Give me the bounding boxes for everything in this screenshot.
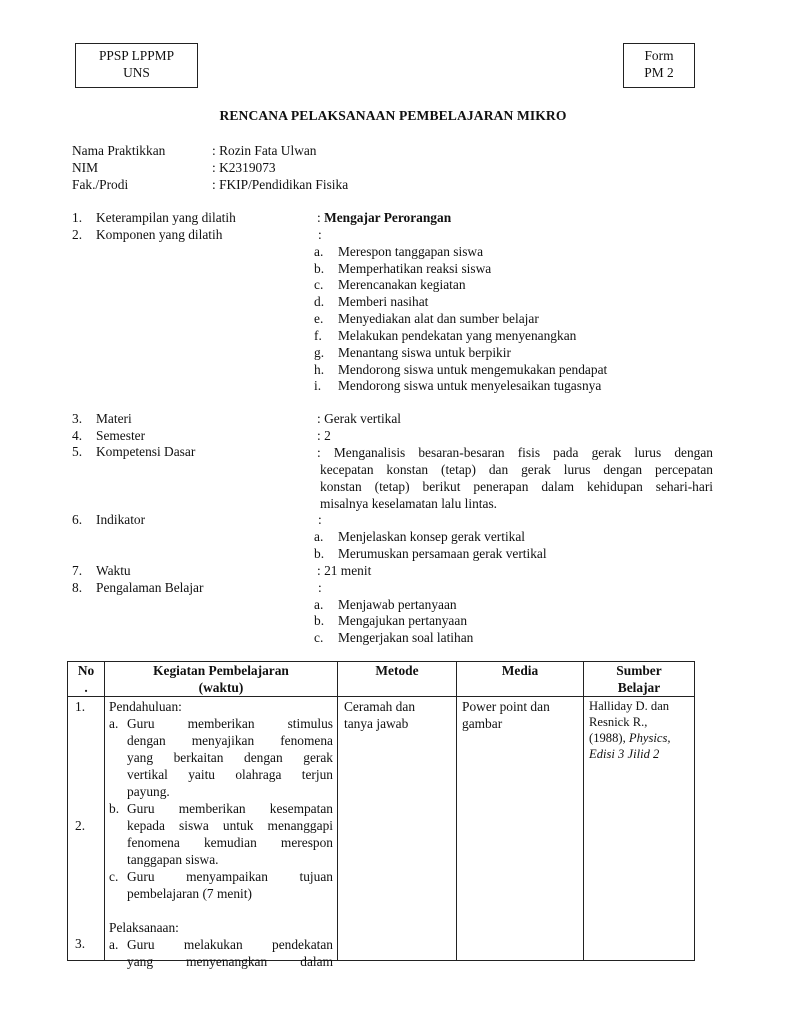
table-header-row — [68, 662, 695, 697]
identity-value-nim: : K2319073 — [212, 160, 276, 175]
kd-line: konstan (tetap) berikut penerapan dalam kehidupan sehari-hari — [320, 479, 713, 494]
list-item: Merencanakan kegiatan — [338, 277, 466, 292]
row-number: 2. — [75, 818, 86, 833]
list-item: Menjelaskan konsep gerak vertikal — [338, 529, 526, 544]
item-value-skill — [317, 210, 451, 227]
list-letter: a. — [314, 529, 324, 544]
source-edition: Edisi 3 Jilid 2 — [589, 747, 660, 761]
list-item: Menyediakan alat dan sumber belajar — [338, 311, 539, 326]
source-line — [589, 730, 694, 746]
step-line: Guru menyampaikan tujuan — [127, 869, 333, 884]
list-letter: f. — [314, 328, 322, 343]
step-line: tanggapan siswa. — [127, 852, 219, 867]
item-label-pengalaman: Pengalaman Belajar — [96, 580, 204, 595]
header-no-line: . — [84, 680, 88, 695]
step-line: fenomena kemudian merespon — [127, 835, 333, 850]
list-letter: b. — [314, 261, 325, 276]
step-line: yang menyenangkan dalam — [127, 954, 333, 969]
activity-step — [109, 715, 333, 800]
list-item: Menantang siswa untuk berpikir — [338, 345, 511, 360]
list-item: Merumuskan persamaan gerak vertikal — [338, 546, 547, 561]
row-number: 1. — [75, 699, 86, 714]
list-letter: h. — [314, 362, 325, 377]
source-line — [589, 746, 694, 762]
item-label-skill: Keterampilan yang dilatih — [96, 210, 236, 225]
list-item: Melakukan pendekatan yang menyenangkan — [338, 328, 577, 343]
kd-line: misalnya keselamatan lalu lintas. — [320, 496, 498, 511]
step-line: payung. — [127, 784, 170, 799]
header-no-line: No — [77, 663, 95, 678]
item-value-materi: : Gerak vertikal — [317, 411, 402, 426]
activity-step — [109, 868, 333, 902]
identity-label-prodi: Fak./Prodi — [72, 177, 129, 192]
step-line: Guru memberikan stimulus — [127, 716, 333, 731]
activity-step — [109, 800, 333, 868]
list-item: Memberi nasihat — [338, 294, 429, 309]
list-letter: i. — [314, 378, 322, 393]
list-item: Mendorong siswa untuk menyelesaikan tugasnya — [338, 378, 602, 393]
cell-method — [338, 697, 457, 961]
step-letter: a. — [109, 937, 119, 952]
colon: : — [317, 210, 325, 225]
step-line: kepada siswa untuk menanggapi — [127, 818, 333, 833]
method-line: tanya jawab — [344, 716, 409, 731]
identity-label-name: Nama Praktikkan — [72, 143, 166, 158]
item-number: 4. — [72, 428, 83, 443]
institution-line-1: PPSP LPPMP — [98, 48, 175, 63]
table-row — [68, 697, 695, 961]
source-line: Resnick R., — [589, 715, 648, 729]
kd-line: kecepatan konstan (tetap) dan gerak lurus dengan percepatan — [320, 462, 713, 477]
list-item: Menjawab pertanyaan — [338, 597, 457, 612]
item-label-components: Komponen yang dilatih — [96, 227, 223, 242]
header-metode: Metode — [338, 662, 457, 697]
header-media: Media — [457, 662, 584, 697]
step-letter: b. — [109, 801, 120, 816]
media-line: Power point dan — [462, 699, 550, 714]
step-line: Guru melakukan pendekatan — [127, 937, 333, 952]
item-label-waktu: Waktu — [96, 563, 131, 578]
list-letter: d. — [314, 294, 325, 309]
learning-activities-table — [67, 661, 695, 969]
cell-source — [584, 697, 695, 961]
colon: : — [318, 227, 322, 242]
cell-number — [68, 697, 105, 961]
item-number: 8. — [72, 580, 83, 595]
step-letter: c. — [109, 869, 119, 884]
step-line: yang berkaitan dengan gerak — [127, 750, 333, 765]
kd-paragraph — [317, 444, 713, 512]
source-title: Physics, — [628, 731, 671, 745]
list-item: Mendorong siswa untuk mengemukakan pendapat — [338, 362, 608, 377]
media-line: gambar — [462, 716, 503, 731]
phase-title-pendahuluan: Pendahuluan: — [109, 699, 182, 714]
item-number: 7. — [72, 563, 83, 578]
item-label-materi: Materi — [96, 411, 132, 426]
method-line: Ceramah dan — [344, 699, 416, 714]
cell-activities — [105, 697, 338, 969]
item-number: 2. — [72, 227, 83, 242]
identity-value-prodi: : FKIP/Pendidikan Fisika — [212, 177, 349, 192]
form-code-line-1: Form — [644, 48, 674, 63]
source-line: Halliday D. dan — [589, 699, 670, 713]
item-label-indikator: Indikator — [96, 512, 146, 527]
skill-value: Mengajar Perorangan — [324, 210, 452, 225]
list-letter: e. — [314, 311, 324, 326]
form-code-box — [623, 43, 695, 88]
item-number: 1. — [72, 210, 83, 225]
step-line: pembelajaran (7 menit) — [127, 886, 252, 901]
list-item: Memperhatikan reaksi siswa — [338, 261, 492, 276]
list-letter: c. — [314, 277, 324, 292]
list-item: Merespon tanggapan siswa — [338, 244, 484, 259]
list-item: Mengerjakan soal latihan — [338, 630, 474, 645]
colon: : — [318, 580, 322, 595]
item-label-kd: Kompetensi Dasar — [96, 444, 196, 459]
list-item: Mengajukan pertanyaan — [338, 613, 468, 628]
header-no — [68, 662, 105, 697]
cell-media — [457, 697, 584, 961]
header-kegiatan — [105, 662, 338, 697]
header-sumber-line: Sumber — [616, 663, 662, 678]
step-letter: a. — [109, 716, 119, 731]
document-title: RENCANA PELAKSANAAN PEMBELAJARAN MIKRO — [219, 108, 567, 123]
list-letter: b. — [314, 546, 325, 561]
item-value-waktu: : 21 menit — [317, 563, 372, 578]
activity-step — [109, 936, 333, 970]
kd-line: : Menganalisis besaran-besaran fisis pada gerak lurus dengan — [317, 445, 713, 460]
list-letter: b. — [314, 613, 325, 628]
header-kegiatan-line: (waktu) — [198, 680, 244, 695]
list-letter: a. — [314, 597, 324, 612]
step-line: vertikal yaitu olahraga terjun — [127, 767, 333, 782]
list-letter: c. — [314, 630, 324, 645]
item-number: 6. — [72, 512, 83, 527]
identity-value-name: : Rozin Fata Ulwan — [212, 143, 317, 158]
header-sumber-line: Belajar — [617, 680, 661, 695]
identity-label-nim: NIM — [72, 160, 99, 175]
item-number: 5. — [72, 444, 83, 459]
row-number: 3. — [75, 936, 86, 951]
colon: : — [318, 512, 322, 527]
item-value-semester: : 2 — [317, 428, 331, 443]
phase-title-pelaksanaan: Pelaksanaan: — [109, 920, 179, 935]
institution-line-2: UNS — [123, 65, 150, 80]
item-number: 3. — [72, 411, 83, 426]
step-line: Guru memberikan kesempatan — [127, 801, 333, 816]
header-sumber — [584, 662, 695, 697]
source-year: (1988), — [589, 731, 629, 745]
institution-box — [75, 43, 198, 88]
form-code-line-2: PM 2 — [644, 65, 674, 80]
list-letter: g. — [314, 345, 325, 360]
list-letter: a. — [314, 244, 324, 259]
header-kegiatan-line: Kegiatan Pembelajaran — [153, 663, 289, 678]
item-label-semester: Semester — [96, 428, 146, 443]
step-line: dengan menyajikan fenomena — [127, 733, 333, 748]
